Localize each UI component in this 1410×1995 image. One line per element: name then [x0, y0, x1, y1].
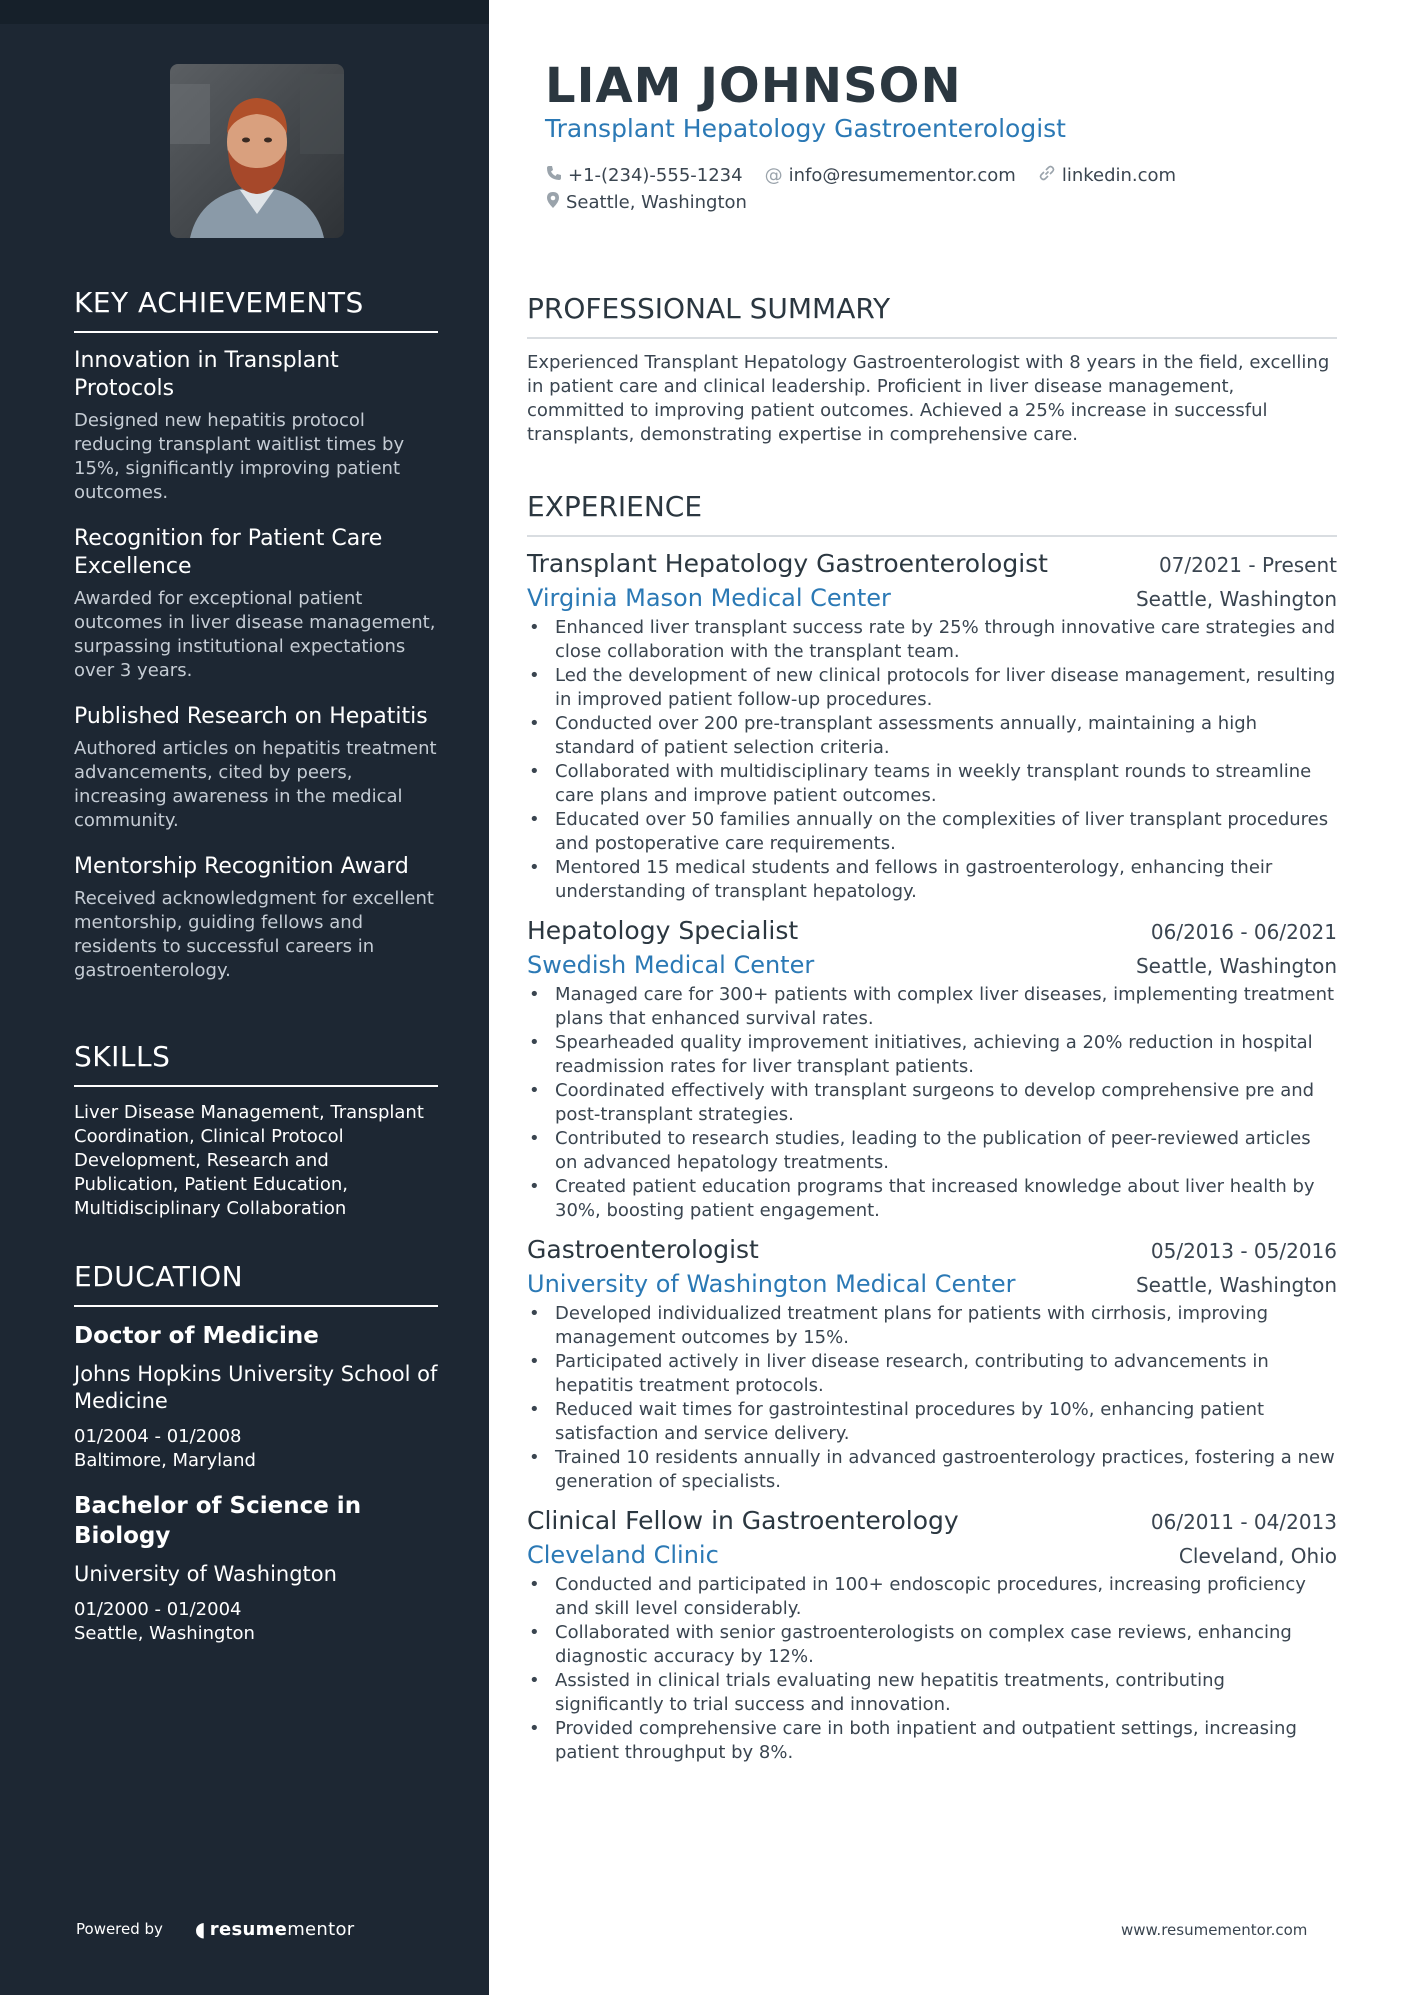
profile-photo	[170, 64, 344, 238]
experience-item	[527, 1506, 1337, 1765]
job-bullet: • Created patient education programs that increased knowledge about liver health by 30%, boosting patient engagement.	[527, 1175, 1337, 1223]
brand-bold: resume	[209, 1918, 288, 1940]
job-bullet: • Provided comprehensive care in both inpatient and outpatient settings, increasing patient throughput by 8%.	[527, 1717, 1337, 1765]
achievement-description: Designed new hepatitis protocol reducing transplant waitlist times by 15%, significantly improving patient outcomes.	[74, 410, 405, 503]
job-bullet: • Enhanced liver transplant success rate by 25% through innovative care strategies and close collaboration with the transplant team.	[527, 616, 1337, 664]
job-dates: 07/2021 - Present	[1158, 553, 1337, 577]
education-school: Johns Hopkins University School of Medicine	[74, 1362, 438, 1413]
job-dates: 06/2016 - 06/2021	[1150, 920, 1337, 944]
education-degree: Bachelor of Science in Biology	[74, 1493, 362, 1549]
job-dates: 05/2013 - 05/2016	[1150, 1239, 1337, 1263]
education-item	[74, 1321, 438, 1473]
job-bullet: • Collaborated with senior gastroenterologists on complex case reviews, enhancing diagnostic accuracy by 12%.	[527, 1621, 1337, 1669]
education-location: Baltimore, Maryland	[74, 1450, 256, 1471]
resumementor-logo[interactable]	[195, 1917, 355, 1941]
achievement-description: Authored articles on hepatitis treatment advancements, cited by peers, increasing awareness in the medical community.	[74, 738, 437, 831]
job-header	[527, 1506, 1337, 1535]
job-bullets	[527, 983, 1337, 1223]
job-location: Seattle, Washington	[1135, 587, 1337, 611]
job-bullet: • Collaborated with multidisciplinary teams in weekly transplant rounds to streamline care plans and improve patient outcomes.	[527, 760, 1337, 808]
job-bullet: • Developed individualized treatment plans for patients with cirrhosis, improving management outcomes by 15%.	[527, 1302, 1337, 1350]
job-bullet: • Educated over 50 families annually on the complexities of liver transplant procedures and postoperative care requirements.	[527, 808, 1337, 856]
job-location: Cleveland, Ohio	[1178, 1544, 1337, 1568]
education-dates: 01/2004 - 01/2008	[74, 1426, 242, 1447]
education-item	[74, 1491, 438, 1646]
phone-text: +1-(234)-555-1234	[568, 165, 743, 186]
education-location: Seattle, Washington	[74, 1623, 255, 1644]
job-header	[527, 1235, 1337, 1264]
candidate-role: Transplant Hepatology Gastroenterologist	[545, 114, 1066, 143]
achievement-title: Recognition for Patient Care Excellence	[74, 526, 383, 579]
job-bullet: • Coordinated effectively with transplant surgeons to develop comprehensive pre and post-transplant strategies.	[527, 1079, 1337, 1127]
professional-summary-heading: PROFESSIONAL SUMMARY	[527, 292, 1337, 339]
job-bullets	[527, 1573, 1337, 1765]
achievement-description: Received acknowledgment for excellent mentorship, guiding fellows and residents to successful careers in gastroenterology.	[74, 888, 434, 981]
key-achievements-heading: KEY ACHIEVEMENTS	[74, 286, 438, 333]
education-dates: 01/2000 - 01/2004	[74, 1599, 242, 1620]
contact-email[interactable]	[765, 165, 1016, 186]
job-header	[527, 916, 1337, 945]
job-title: Clinical Fellow in Gastroenterology	[527, 1506, 959, 1535]
job-title: Hepatology Specialist	[527, 916, 799, 945]
contact-row	[546, 191, 769, 214]
job-title: Gastroenterologist	[527, 1235, 759, 1264]
job-company: Swedish Medical Center	[527, 951, 815, 979]
contact-location	[546, 191, 747, 214]
achievement-item	[74, 853, 438, 983]
job-bullet: • Mentored 15 medical students and fellows in gastroenterology, enhancing their understanding of transplant hepatology.	[527, 856, 1337, 904]
job-bullets	[527, 1302, 1337, 1494]
job-bullet: • Reduced wait times for gastrointestinal procedures by 10%, enhancing patient satisfaction and service delivery.	[527, 1398, 1337, 1446]
achievement-item	[74, 347, 438, 505]
sidebar-top-bar	[0, 0, 489, 24]
job-company: Cleveland Clinic	[527, 1541, 719, 1569]
key-achievements-section	[74, 286, 438, 1003]
sidebar	[0, 0, 489, 1995]
job-bullet: • Participated actively in liver disease research, contributing to advancements in hepatitis treatment protocols.	[527, 1350, 1337, 1398]
experience-item	[527, 549, 1337, 904]
job-dates: 06/2011 - 04/2013	[1150, 1510, 1337, 1534]
job-bullet: • Managed care for 300+ patients with complex liver diseases, implementing treatment plans that enhanced survival rates.	[527, 983, 1337, 1031]
contact-phone[interactable]	[546, 165, 743, 186]
job-subheader	[527, 584, 1337, 612]
email-text: info@resumementor.com	[788, 165, 1016, 186]
skills-heading: SKILLS	[74, 1040, 438, 1087]
job-bullet: • Contributed to research studies, leading to the publication of peer-reviewed articles on advanced hepatology treatments.	[527, 1127, 1337, 1175]
brand-light: mentor	[287, 1918, 355, 1940]
powered-by	[76, 1917, 354, 1941]
location-pin-icon	[546, 191, 560, 214]
contact-linkedin[interactable]	[1038, 164, 1176, 187]
candidate-name: LIAM JOHNSON	[545, 58, 962, 114]
professional-summary-text: Experienced Transplant Hepatology Gastroenterologist with 8 years in the field, excelling in patient care and clinical leadership. Proficient in liver disease management, committed to improving patient outcomes. Achieved a 25% increase in successful transplants, demonstrating expertise in comprehensive care.	[527, 352, 1330, 445]
job-bullet: • Spearheaded quality improvement initiatives, achieving a 20% reduction in hospital readmission rates for liver transplant patients.	[527, 1031, 1337, 1079]
phone-icon	[546, 165, 562, 186]
professional-summary-section	[527, 292, 1337, 447]
achievement-title: Mentorship Recognition Award	[74, 854, 409, 879]
job-subheader	[527, 1541, 1337, 1569]
resumementor-logo-icon: ◖	[194, 1917, 206, 1941]
education-meta	[74, 1598, 438, 1646]
education-section	[74, 1260, 438, 1664]
job-company: Virginia Mason Medical Center	[527, 584, 891, 612]
experience-item	[527, 1235, 1337, 1494]
link-icon	[1038, 164, 1056, 187]
education-degree: Doctor of Medicine	[74, 1323, 319, 1349]
linkedin-text: linkedin.com	[1061, 165, 1177, 186]
job-subheader	[527, 1270, 1337, 1298]
skills-list: Liver Disease Management, Transplant Coordination, Clinical Protocol Development, Research and Publication, Patient Education, Multidisciplinary Collaboration	[74, 1102, 424, 1219]
education-meta	[74, 1425, 438, 1473]
location-text: Seattle, Washington	[566, 192, 747, 213]
job-header	[527, 549, 1337, 578]
job-bullet: • Assisted in clinical trials evaluating new hepatitis treatments, contributing significantly to trial success and innovation.	[527, 1669, 1337, 1717]
job-bullet: • Conducted and participated in 100+ endoscopic procedures, increasing proficiency and skill level considerably.	[527, 1573, 1337, 1621]
achievement-item	[74, 525, 438, 683]
job-subheader	[527, 951, 1337, 979]
achievement-title: Published Research on Hepatitis	[74, 704, 428, 729]
job-bullets	[527, 616, 1337, 904]
job-location: Seattle, Washington	[1135, 954, 1337, 978]
job-bullet: • Trained 10 residents annually in advanced gastroenterology practices, fostering a new generation of specialists.	[527, 1446, 1337, 1494]
job-company: University of Washington Medical Center	[527, 1270, 1016, 1298]
footer-website-link[interactable]: www.resumementor.com	[1121, 1921, 1308, 1939]
education-heading: EDUCATION	[74, 1260, 438, 1307]
experience-section	[527, 490, 1337, 1765]
achievement-item	[74, 703, 438, 833]
job-bullet: • Led the development of new clinical protocols for liver disease management, resulting in improved patient follow-up procedures.	[527, 664, 1337, 712]
skills-section	[74, 1040, 438, 1221]
contact-row	[546, 164, 1198, 187]
job-title: Transplant Hepatology Gastroenterologist	[527, 549, 1048, 578]
experience-item	[527, 916, 1337, 1223]
job-bullet: • Conducted over 200 pre-transplant assessments annually, maintaining a high standard of patient selection criteria.	[527, 712, 1337, 760]
experience-heading: EXPERIENCE	[527, 490, 1337, 537]
achievement-description: Awarded for exceptional patient outcomes in liver disease management, surpassing institutional expectations over 3 years.	[74, 588, 436, 681]
job-location: Seattle, Washington	[1135, 1273, 1337, 1297]
achievement-title: Innovation in Transplant Protocols	[74, 348, 339, 401]
powered-by-label: Powered by	[76, 1920, 163, 1938]
at-icon: @	[764, 165, 783, 186]
education-school: University of Washington	[74, 1562, 337, 1586]
